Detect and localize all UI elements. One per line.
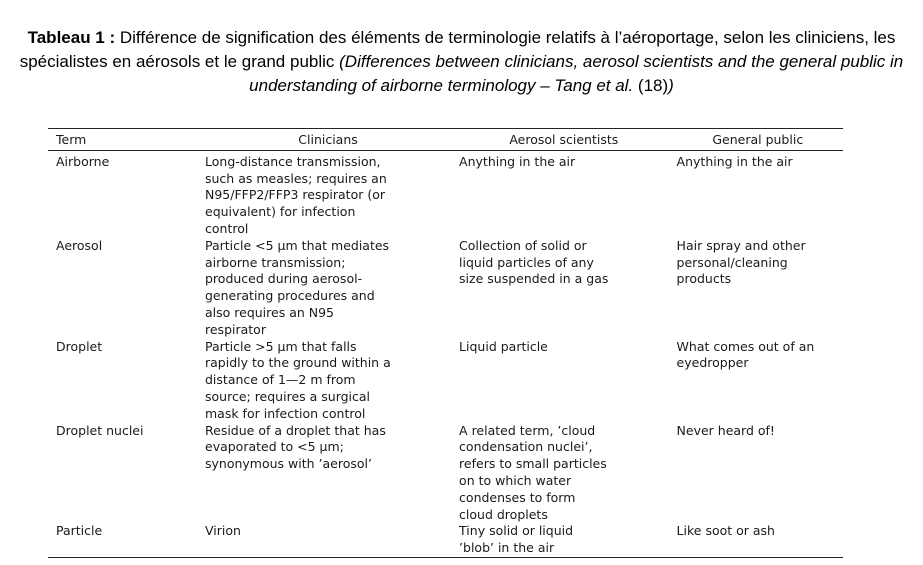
cell-aerosol-scientists-text: Anything in the air: [459, 153, 576, 169]
table-row: [48, 523, 843, 557]
cell-clinicians: [201, 423, 455, 524]
cell-term: Particle: [56, 523, 103, 539]
cell-clinicians: [201, 339, 455, 423]
cell-aerosol-scientists-text: Collection of solid or liquid particles of any size suspended in a gas: [459, 237, 609, 287]
caption-reference: (18): [633, 76, 669, 95]
table-header: [48, 129, 843, 151]
cell-general-public: [673, 339, 843, 423]
table-body: [48, 150, 843, 557]
header-term: Term: [56, 132, 87, 147]
caption-label: Tableau 1 :: [27, 28, 116, 47]
table-caption: [0, 26, 923, 98]
cell-general-public: [673, 423, 843, 524]
caption-closing-paren: ): [668, 76, 674, 95]
cell-aerosol-scientists-text: A related term, ’cloud condensation nuclei’, refers to small particles on to which water condenses to form cloud droplets: [459, 422, 607, 522]
cell-aerosol-scientists: [455, 339, 673, 423]
cell-term: Airborne: [56, 153, 110, 169]
cell-term: Droplet: [56, 338, 103, 354]
cell-clinicians-text: Particle <5 μm that mediates airborne transmission; produced during aerosol-generating procedures and also requires an N95 respirator: [205, 237, 390, 337]
table-row: [48, 150, 843, 237]
cell-general-public: [673, 150, 843, 237]
cell-term: Aerosol: [56, 237, 103, 253]
terminology-table: [48, 128, 843, 558]
cell-aerosol-scientists: [455, 238, 673, 339]
cell-aerosol-scientists: [455, 523, 673, 557]
cell-general-public-text: Anything in the air: [676, 153, 793, 169]
cell-clinicians: [201, 238, 455, 339]
cell-clinicians: [201, 150, 455, 237]
table-row: [48, 423, 843, 524]
header-aerosol-scientists: Aerosol scientists: [509, 132, 619, 147]
header-row: [48, 129, 843, 151]
caption-english-title: (Differences between clinicians, aerosol scientists and the general public in understanding of airborne terminology – Tang et al.: [249, 52, 904, 95]
cell-aerosol-scientists-text: Liquid particle: [459, 338, 548, 354]
cell-aerosol-scientists: [455, 423, 673, 524]
header-general-public: General public: [712, 132, 804, 147]
cell-clinicians: [201, 523, 455, 557]
cell-general-public-text: Like soot or ash: [676, 523, 775, 539]
header-clinicians: Clinicians: [298, 132, 358, 147]
cell-clinicians-text: Particle >5 μm that falls rapidly to the ground within a distance of 1—2 m from source; requires a surgical mask for infection control: [205, 338, 391, 421]
cell-general-public: [673, 238, 843, 339]
terminology-table-container: [48, 128, 843, 558]
table-row: [48, 238, 843, 339]
table-row: [48, 339, 843, 423]
cell-general-public-text: What comes out of an eyedropper: [676, 338, 815, 371]
cell-aerosol-scientists: [455, 150, 673, 237]
caption-french-title: Différence de signification des éléments de terminologie relatifs à l’aéroportage, selon les cliniciens, les spécialistes en aérosols et le grand public: [19, 28, 896, 71]
cell-clinicians-text: Long-distance transmission, such as measles; requires an N95/FFP2/FFP3 respirator (or equivalent) for infection control: [205, 153, 387, 236]
cell-clinicians-text: Virion: [205, 523, 241, 539]
cell-general-public-text: Never heard of!: [676, 422, 775, 438]
cell-term: Droplet nuclei: [56, 422, 144, 438]
cell-general-public: [673, 523, 843, 557]
cell-general-public-text: Hair spray and other personal/cleaning products: [676, 237, 806, 287]
cell-aerosol-scientists-text: Tiny solid or liquid ’blob’ in the air: [459, 523, 574, 556]
cell-clinicians-text: Residue of a droplet that has evaporated to <5 μm; synonymous with ’aerosol’: [205, 422, 386, 472]
